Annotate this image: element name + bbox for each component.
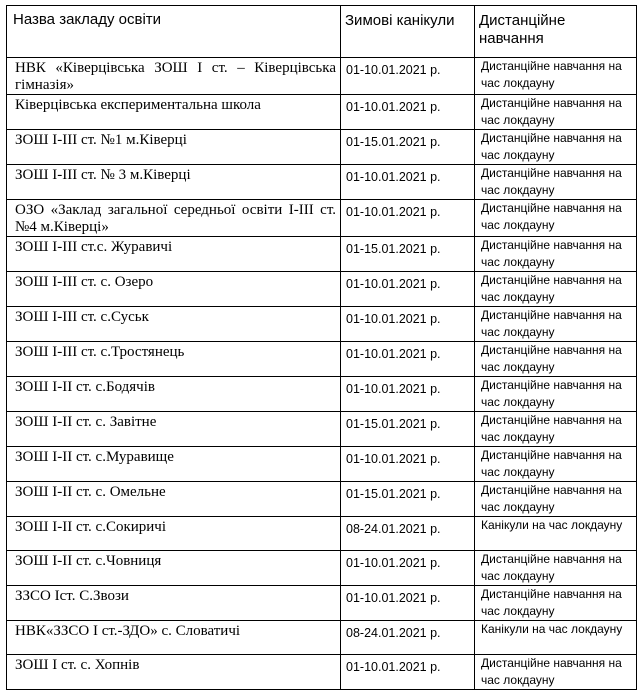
table-row xyxy=(7,655,637,690)
table-row xyxy=(7,165,637,200)
remote-learning-cell: Дистанційне навчання на час локдауну xyxy=(475,307,637,342)
winter-holidays-cell: 01-10.01.2021 р. xyxy=(341,377,475,412)
school-name-cell: ЗОШ І-ІІ ст. с.Муравище xyxy=(7,447,341,482)
table-row xyxy=(7,377,637,412)
table-row xyxy=(7,586,637,621)
winter-holidays-cell: 08-24.01.2021 р. xyxy=(341,517,475,551)
school-name-cell: ЗОШ І-ІІ ст. с.Човниця xyxy=(7,551,341,586)
school-name-cell: ЗОШ І-ІІІ ст. с. Озеро xyxy=(7,272,341,307)
table-header-row xyxy=(7,6,637,58)
table-row xyxy=(7,621,637,655)
table-row xyxy=(7,447,637,482)
school-name-cell: ЗОШ І-ІІІ ст. №1 м.Ківерці xyxy=(7,130,341,165)
school-name-cell: ЗОШ І-ІІІ ст. с.Тростянець xyxy=(7,342,341,377)
winter-holidays-cell: 01-10.01.2021 р. xyxy=(341,272,475,307)
header-winter-holidays: Зимові канікули xyxy=(341,6,475,58)
remote-learning-cell: Дистанційне навчання на час локдауну xyxy=(475,130,637,165)
school-name-cell: ЗОШ І-ІІ ст. с.Сокиричі xyxy=(7,517,341,551)
school-name-cell: ЗОШ І-ІІІ ст. № 3 м.Ківерці xyxy=(7,165,341,200)
header-remote-learning: Дистанційне навчання xyxy=(475,6,637,58)
winter-holidays-cell: 01-15.01.2021 р. xyxy=(341,482,475,517)
winter-holidays-cell: 01-10.01.2021 р. xyxy=(341,655,475,690)
remote-learning-cell: Дистанційне навчання на час локдауну xyxy=(475,412,637,447)
table-row xyxy=(7,200,637,237)
remote-learning-cell: Дистанційне навчання на час локдауну xyxy=(475,586,637,621)
remote-learning-cell: Дистанційне навчання на час локдауну xyxy=(475,237,637,272)
table-row xyxy=(7,130,637,165)
table-row xyxy=(7,307,637,342)
winter-holidays-cell: 01-10.01.2021 р. xyxy=(341,551,475,586)
remote-learning-cell: Дистанційне навчання на час локдауну xyxy=(475,342,637,377)
school-name-cell: ЗОШ І-ІІ ст. с. Завітне xyxy=(7,412,341,447)
winter-holidays-cell: 01-10.01.2021 р. xyxy=(341,342,475,377)
table-body xyxy=(7,58,637,690)
remote-learning-cell: Канікули на час локдауну xyxy=(475,517,637,551)
remote-learning-cell: Дистанційне навчання на час локдауну xyxy=(475,655,637,690)
school-name-cell: ЗОШ І-ІІ ст. с. Омельне xyxy=(7,482,341,517)
remote-learning-cell: Дистанційне навчання на час локдауну xyxy=(475,58,637,95)
school-name-cell: ЗОШ І-ІІІ ст.с. Журавичі xyxy=(7,237,341,272)
table-row xyxy=(7,551,637,586)
table-row xyxy=(7,272,637,307)
header-school-name: Назва закладу освіти xyxy=(7,6,341,58)
winter-holidays-cell: 08-24.01.2021 р. xyxy=(341,621,475,655)
school-name-cell: ОЗО «Заклад загальної середньої освіти І-ІІІ ст. №4 м.Ківерці» xyxy=(7,200,341,237)
winter-holidays-cell: 01-15.01.2021 р. xyxy=(341,412,475,447)
school-name-cell: ЗЗСО Іст. С.Звози xyxy=(7,586,341,621)
school-name-cell: ЗОШ І-ІІ ст. с.Бодячів xyxy=(7,377,341,412)
schools-table xyxy=(6,5,637,690)
remote-learning-cell: Дистанційне навчання на час локдауну xyxy=(475,377,637,412)
table-row xyxy=(7,237,637,272)
school-name-cell: ЗОШ І-ІІІ ст. с.Суськ xyxy=(7,307,341,342)
table-row xyxy=(7,342,637,377)
school-name-cell: НВК«ЗЗСО І ст.-ЗДО» с. Словатичі xyxy=(7,621,341,655)
remote-learning-cell: Дистанційне навчання на час локдауну xyxy=(475,95,637,130)
remote-learning-cell: Дистанційне навчання на час локдауну xyxy=(475,165,637,200)
winter-holidays-cell: 01-10.01.2021 р. xyxy=(341,447,475,482)
remote-learning-cell: Дистанційне навчання на час локдауну xyxy=(475,447,637,482)
school-name-cell: Ківерцівська експериментальна школа xyxy=(7,95,341,130)
remote-learning-cell: Дистанційне навчання на час локдауну xyxy=(475,551,637,586)
winter-holidays-cell: 01-10.01.2021 р. xyxy=(341,307,475,342)
school-name-cell: ЗОШ І ст. с. Хопнів xyxy=(7,655,341,690)
winter-holidays-cell: 01-15.01.2021 р. xyxy=(341,237,475,272)
school-name-cell: НВК «Ківерцівська ЗОШ І ст. – Ківерцівська гімназія» xyxy=(7,58,341,95)
winter-holidays-cell: 01-10.01.2021 р. xyxy=(341,58,475,95)
table-row xyxy=(7,482,637,517)
winter-holidays-cell: 01-15.01.2021 р. xyxy=(341,130,475,165)
table-row xyxy=(7,58,637,95)
winter-holidays-cell: 01-10.01.2021 р. xyxy=(341,165,475,200)
table-row xyxy=(7,517,637,551)
remote-learning-cell: Дистанційне навчання на час локдауну xyxy=(475,482,637,517)
remote-learning-cell: Дистанційне навчання на час локдауну xyxy=(475,200,637,237)
table-row xyxy=(7,412,637,447)
remote-learning-cell: Дистанційне навчання на час локдауну xyxy=(475,272,637,307)
winter-holidays-cell: 01-10.01.2021 р. xyxy=(341,95,475,130)
table-row xyxy=(7,95,637,130)
winter-holidays-cell: 01-10.01.2021 р. xyxy=(341,200,475,237)
remote-learning-cell: Канікули на час локдауну xyxy=(475,621,637,655)
winter-holidays-cell: 01-10.01.2021 р. xyxy=(341,586,475,621)
